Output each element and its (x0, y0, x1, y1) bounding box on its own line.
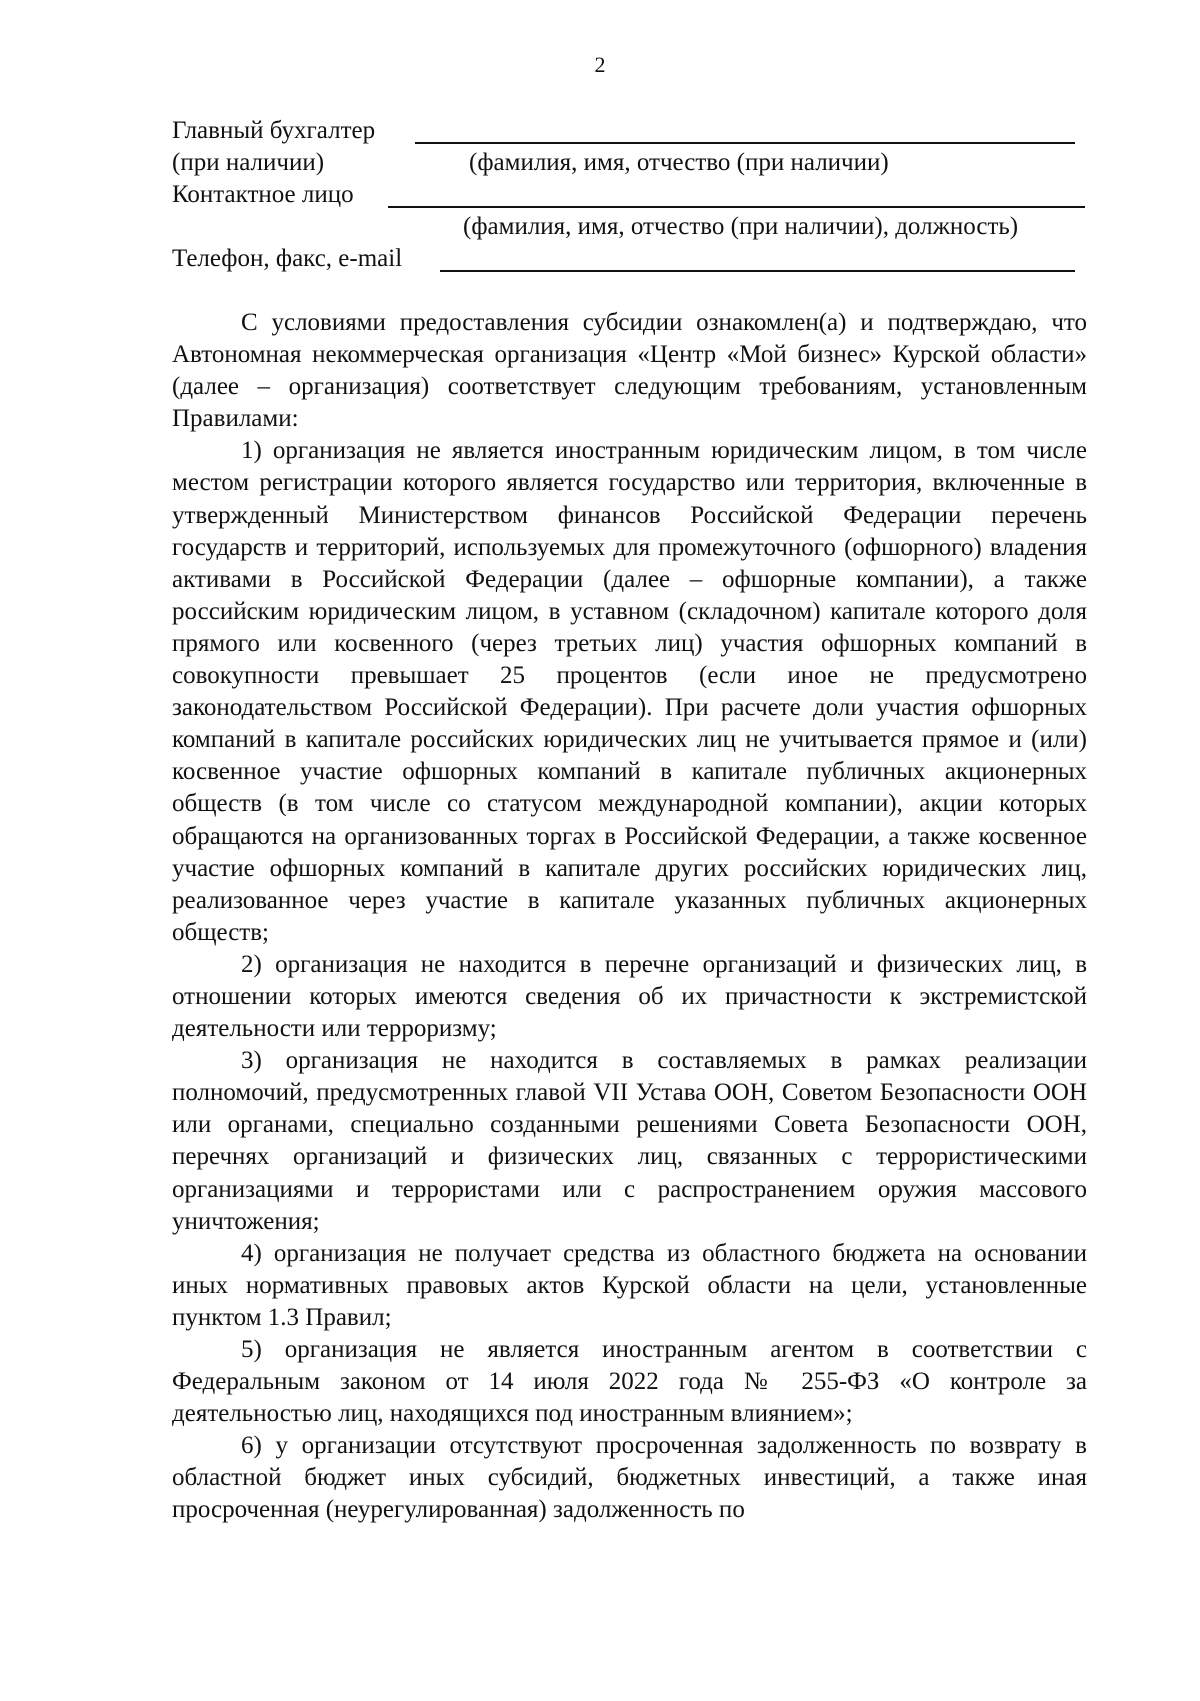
phone-row (172, 243, 1087, 275)
page-number: 2 (594, 52, 606, 77)
chief-accountant-caption-row (172, 147, 1087, 179)
chief-accountant-sublabel: (при наличии) (172, 149, 325, 176)
phone-label: Телефон, факс, e-mail (172, 245, 403, 272)
contact-person-caption: (фамилия, имя, отчество (при наличии), должность) (463, 213, 1019, 240)
contact-person-line (388, 206, 1085, 208)
contact-person-caption-row (172, 211, 1087, 243)
chief-accountant-caption: (фамилия, имя, отчество (при наличии) (469, 149, 889, 176)
phone-line (440, 270, 1075, 272)
requirement-1: 1) организация не является иностранным юридическим лицом, в том числе местом регистрации которого является государство или территория, включенные в утвержденный Министерством финансов Российской Федерации перечень государств и территорий, используемых для промежуточного (офшорного) владения активами в Российской Федерации (далее – офшорные компании), а также российским юридическим лицом, в уставном (складочном) капитале которого доля прямого или косвенного (через третьих лиц) участия офшорных компаний в совокупности превышает 25 процентов (если иное не предусмотрено законодательством Российской Федерации). При расчете доли участия офшорных компаний в капитале российских юридических лиц не учитывается прямое и (или) косвенное участие офшорных компаний в капитале публичных акционерных обществ (в том числе со статусом международной компании), акции которых обращаются на организованных торгах в Российской Федерации, а также косвенное участие офшорных компаний в капитале других российских юридических лиц, реализованное через участие в капитале указанных публичных акционерных обществ; (172, 437, 1087, 946)
requirement-3: 3) организация не находится в составляемых в рамках реализации полномочий, предусмотренных главой VII Устава ООН, Советом Безопасности ООН или органами, специально созданными решениями Совета Безопасности ООН, перечнях организаций и физических лиц, связанных с террористическими организациями и террористами или с распространением оружия массового уничтожения; (172, 1047, 1087, 1235)
intro-paragraph: С условиями предоставления субсидии ознакомлен(а) и подтверждаю, что Автономная некоммерческая организация «Центр «Мой бизнес» Курской области» (далее – организация) соответствует следующим требованиям, установленным Правилами: (172, 309, 1087, 433)
requirement-6: 6) у организации отсутствуют просроченная задолженность по возврату в областной бюджет иных субсидий, бюджетных инвестиций, а также иная просроченная (неурегулированная) задолженность по (172, 1432, 1087, 1524)
requirement-2: 2) организация не находится в перечне организаций и физических лиц, в отношении которых имеются сведения об их причастности к экстремистской деятельности или терроризму; (172, 950, 1087, 1043)
requirement-5: 5) организация не является иностранным агентом в соответствии с Федеральным законом от 14 июля 2022 года № 255-ФЗ «О контроле за деятельностью лиц, находящихся под иностранным влиянием»; (172, 1336, 1087, 1428)
chief-accountant-row (172, 115, 1087, 147)
chief-accountant-label: Главный бухгалтер (172, 117, 376, 144)
requirements-text (172, 307, 1087, 1527)
contact-person-label: Контактное лицо (172, 181, 354, 208)
chief-accountant-line (415, 142, 1075, 144)
requirement-4: 4) организация не получает средства из областного бюджета на основании иных нормативных правовых актов Курской области на цели, установленные пунктом 1.3 Правил; (172, 1239, 1087, 1331)
contact-person-row (172, 179, 1087, 211)
contact-info-block (172, 115, 1087, 275)
